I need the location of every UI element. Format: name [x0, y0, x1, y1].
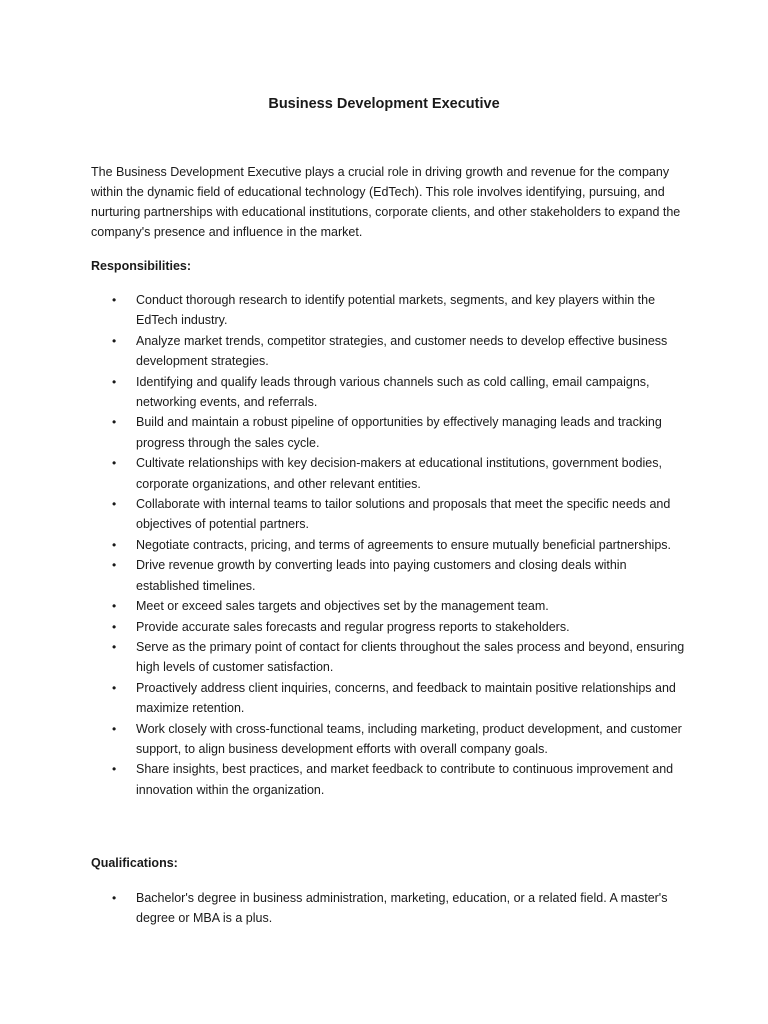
responsibility-item [112, 535, 692, 555]
responsibility-item-text: Provide accurate sales forecasts and regular progress reports to stakeholders. [136, 619, 570, 634]
responsibility-item [112, 494, 692, 535]
bullet-icon: • [112, 680, 117, 695]
bullet-icon: • [112, 537, 117, 552]
responsibility-item-text: Cultivate relationships with key decision-makers at educational institutions, government bodies, corporate organizations, and other relevant entities. [136, 456, 662, 491]
bullet-icon: • [112, 721, 117, 736]
responsibility-item-text: Drive revenue growth by converting leads into paying customers and closing deals within established timelines. [136, 558, 627, 593]
responsibility-item [112, 290, 692, 331]
intro-paragraph: The Business Development Executive plays a crucial role in driving growth and revenue for the company within the dynamic field of educational technology (EdTech). This role involves identifying, pursuing, and nurturing partnerships with educational institutions, corporate clients, and other stakeholders to expand the company's presence and influence in the market. [91, 165, 681, 239]
responsibility-item [112, 759, 692, 800]
bullet-icon: • [112, 456, 117, 471]
bullet-icon: • [112, 497, 117, 512]
responsibility-item-text: Conduct thorough research to identify potential markets, segments, and key players within the EdTech industry. [136, 293, 656, 328]
document-title: Business Development Executive [268, 96, 500, 112]
bullet-icon: • [112, 639, 117, 654]
responsibility-item [112, 453, 692, 494]
responsibilities-heading: Responsibilities: [91, 259, 192, 273]
bullet-icon: • [112, 891, 117, 905]
qualifications-list [112, 888, 692, 929]
responsibility-item [112, 331, 692, 372]
responsibility-item [112, 412, 692, 453]
responsibility-item-text: Collaborate with internal teams to tailor solutions and proposals that meet the specific needs and objectives of potential partners. [136, 497, 671, 532]
responsibility-item-text: Meet or exceed sales targets and objectives set by the management team. [136, 599, 549, 614]
responsibility-item [112, 617, 692, 637]
responsibility-item-text: Build and maintain a robust pipeline of opportunities by effectively managing leads and tracking progress through the sales cycle. [136, 415, 662, 450]
responsibility-item [112, 555, 692, 596]
responsibility-item-text: Serve as the primary point of contact for clients throughout the sales process and beyond, ensuring high levels of customer satisfaction. [136, 639, 685, 675]
responsibility-item [112, 719, 692, 760]
responsibility-item [112, 596, 692, 616]
responsibility-item-text: Negotiate contracts, pricing, and terms of agreements to ensure mutually beneficial partnerships. [136, 537, 671, 552]
responsibility-item [112, 678, 692, 719]
responsibility-item-text: Proactively address client inquiries, concerns, and feedback to maintain positive relationships and maximize retention. [136, 680, 676, 716]
responsibilities-list [112, 290, 692, 800]
qualifications-heading: Qualifications: [91, 856, 178, 870]
qualification-item [112, 888, 692, 929]
bullet-icon: • [112, 619, 117, 634]
responsibility-item [112, 637, 692, 678]
bullet-icon: • [112, 374, 117, 389]
qualification-item-text: Bachelor's degree in business administration, marketing, education, or a related field. A master's degree or MBA is a plus. [136, 891, 668, 926]
bullet-icon: • [112, 333, 117, 348]
bullet-icon: • [112, 558, 117, 573]
bullet-icon: • [112, 599, 117, 614]
responsibility-item-text: Share insights, best practices, and market feedback to contribute to continuous improvement and innovation within the organization. [136, 762, 674, 797]
bullet-icon: • [112, 293, 117, 307]
responsibility-item-text: Analyze market trends, competitor strategies, and customer needs to develop effective business development strategies. [136, 333, 668, 369]
bullet-icon: • [112, 762, 117, 777]
responsibility-item [112, 372, 692, 413]
responsibility-item-text: Identifying and qualify leads through various channels such as cold calling, email campaigns, networking events, and referrals. [136, 374, 650, 410]
responsibility-item-text: Work closely with cross-functional teams, including marketing, product development, and customer support, to align business development efforts with overall company goals. [136, 721, 682, 756]
bullet-icon: • [112, 415, 117, 430]
